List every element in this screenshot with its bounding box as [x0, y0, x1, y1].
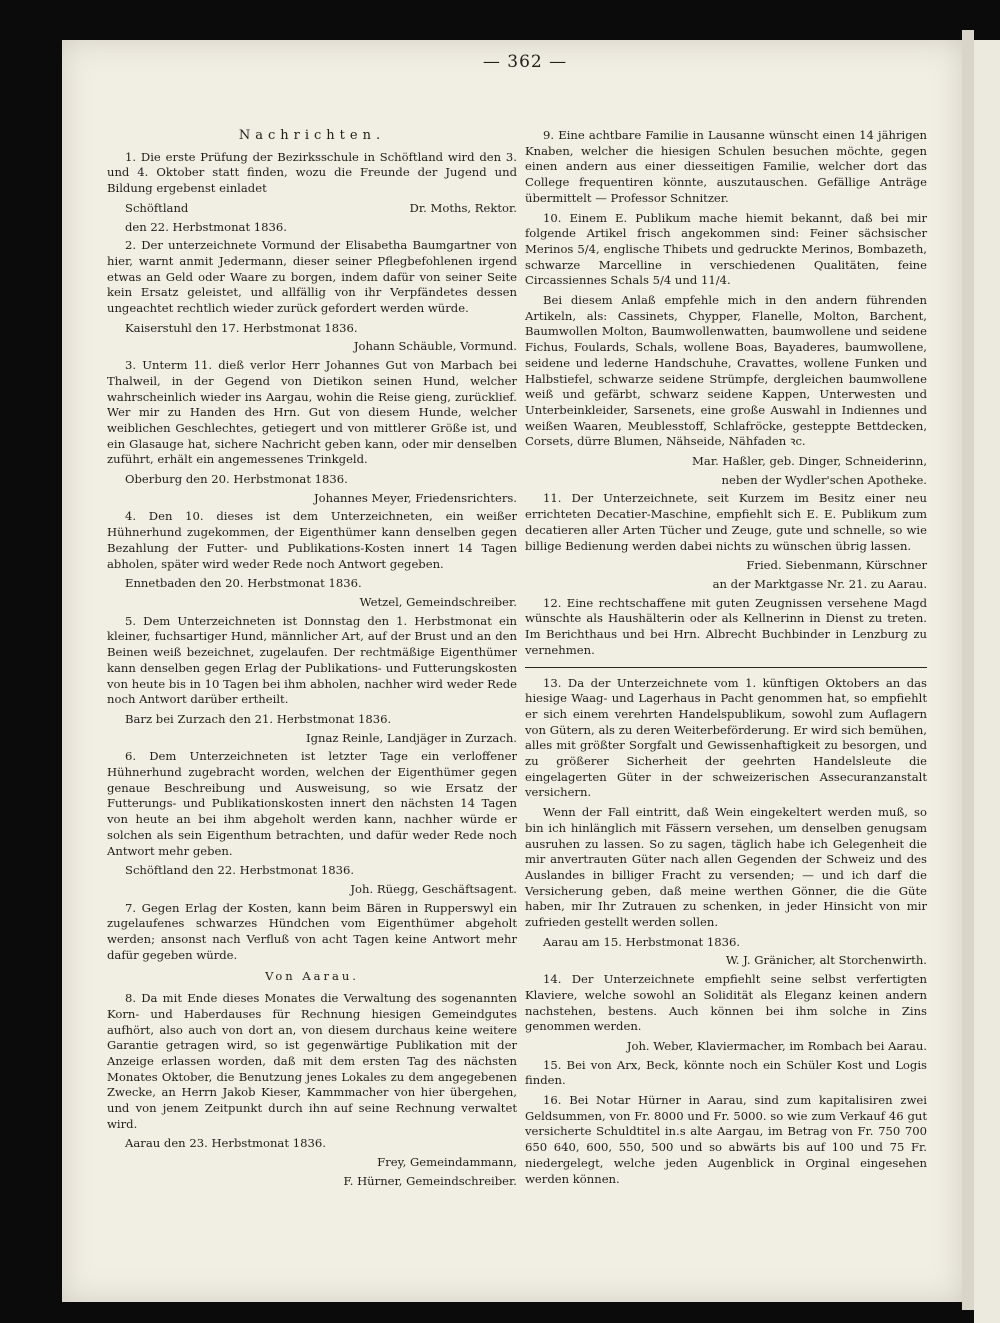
page-number: — 362 —	[482, 52, 568, 72]
notice-14: 14. Der Unterzeichnete empfiehlt seine selbst verfertigten Klaviere, welche sowohl an Solidität als Eleganz keinen andern nachstehen, bestens. Auch können bei ihm solche in Zins genommen werden.	[525, 972, 927, 1034]
notice-6: 6. Dem Unterzeichneten ist letzter Tage ein verloffener Hühnerhund zugebracht worden, welchen der Eigenthümer gegen genaue Beschreibung und Ausweisung, so wie Ersatz der Futterungs- und Publikationskosten innert den nächsten 14 Tagen von heute an bei ihm abgeholt werden kann, nachher würde er solchen als sein Eigenthum betrachten, und dafür weder Rede noch Antwort mehr geben.	[107, 749, 517, 858]
notice-2-date: Kaiserstuhl den 17. Herbstmonat 1836.	[125, 320, 358, 335]
next-page-edge	[974, 40, 1000, 1323]
notice-15: 15. Bei von Arx, Beck, könnte noch ein Schüler Kost und Logis finden.	[525, 1057, 927, 1088]
notice-7: 7. Gegen Erlag der Kosten, kann beim Bären in Rupperswyl ein zugelaufenes schwarzes Hündchen vom Eigenthümer abgeholt werden; ansonst nach Verfluß von acht Tagen keine Antwort mehr dafür gegeben würde.	[107, 900, 517, 962]
notice-3-signature: Johannes Meyer, Friedensrichters.	[314, 490, 517, 505]
notice-5-date: Barz bei Zurzach den 21. Herbstmonat 1836.	[125, 711, 392, 726]
notice-10-continued: Bei diesem Anlaß empfehle mich in den andern führenden Artikeln, als: Cassinets, Chypper, Flanelle, Molton, Barchent, Baumwollen Molton, Baumwollenwatten, baumwollene und seidene Fichus, Foulards, Schals, wollene Boas, Bayaderes, baumwollene, seidene und lederne Handschuhe, Cravattes, wollene Funken und Halbstiefel, schwarze seidene Strümpfe, dergleichen baumwollene weiß und gefärbt, schwarz seidene Kappen, Unterwesten und Unterbeinkleider, Sarsenets, eine große Auswahl in Indiennes und weißen Waaren, Meublesstoff, Schlafröcke, gesteppte Bettdecken, Corsets, dürre Blumen, Nähseide, Nähfaden ꝛc.	[525, 293, 927, 449]
left-column	[107, 128, 517, 1193]
right-column	[525, 128, 927, 1191]
notice-1: 1. Die erste Prüfung der Bezirksschule in Schöftland wird den 3. und 4. Oktober statt finden, wozu die Freunde der Jugend und Bildung ergebenst einladet	[107, 149, 517, 196]
notice-8: 8. Da mit Ende dieses Monates die Verwaltung des sogenannten Korn- und Haberdauses für Rechnung hiesigen Gemeindgutes aufhört, also auch von dort an, von diesem durchaus keine weitere Garantie getragen wird, so ist gegenwärtige Publikation mit der Anzeige erlassen worden, daß mit dem ersten Tag des nächsten Monates Oktober, die Benutzung jenes Lokales zu dem angegebenen Zwecke, an Herrn Jakob Kieser, Kammmacher von hier übergehen, und von jenem Zeitpunkt durch ihn auf seine Rechnung verwaltet wird.	[107, 991, 517, 1131]
notice-13-continued: Wenn der Fall eintritt, daß Wein eingekeltert werden muß, so bin ich hinlänglich mit Fässern versehen, um denselben genugsam ausruhen zu lassen. So zu sagen, täglich habe ich Gelegenheit die mir anvertrauten Güter nach allen Gegenden der Schweiz und des Auslandes in billiger Fracht zu versenden; — und ich darf die Versicherung geben, daß meine werthen Gönner, die die Güte haben, mir Ihr Zutrauen zu schenken, in jeder Hinsicht von mir zufrieden gestellt werden sollen.	[525, 805, 927, 930]
notice-2: 2. Der unterzeichnete Vormund der Elisabetha Baumgartner von hier, warnt anmit Jedermann, dieser seiner Pflegbefohlenen irgend etwas an Geld oder Waare zu borgen, indem dafür von seiner Seite kein Ersatz geleistet, und allfällig von ihr Verpfändetes dessen ungeachtet rechtlich wieder zurück gefordert werden würde.	[107, 238, 517, 316]
notice-16: 16. Bei Notar Hürner in Aarau, sind zum kapitalisiren zwei Geldsummen, von Fr. 8000 und Fr. 5000. so wie zum Verkauf 46 gut versicherte Schuldtitel in.s alte Aargau, im Betrag von Fr. 750 700 650 640, 600, 550, 500 und so abwärts bis auf 100 und 75 Fr. niedergelegt, welche jeden Augenblick in Orginal eingesehen werden können.	[525, 1093, 927, 1186]
notice-10-signature-2: neben der Wydler'schen Apotheke.	[721, 472, 927, 487]
notice-1-date: den 22. Herbstmonat 1836.	[125, 219, 287, 234]
notice-4: 4. Den 10. dieses ist dem Unterzeichneten, ein weißer Hühnerhund zugekommen, der Eigenthümer kann denselben gegen Bezahlung der Futter- und Publikations-Kosten innert 14 Tagen abholen, später wird weder Rede noch Antwort gegeben.	[107, 509, 517, 571]
notice-14-signature: Joh. Weber, Klaviermacher, im Rombach bei Aarau.	[626, 1038, 927, 1053]
section-title: Nachrichten.	[238, 128, 386, 143]
notice-10: 10. Einem E. Publikum mache hiemit bekannt, daß bei mir folgende Artikel frisch angekommen sind: Feiner sächsischer Merinos 5/4, englische Thibets und gedruckte Merinos, Bombazeth, schwarze Marcelline in verschiedenen Qualitäten, feine Circassiennes Schals 5/4 und 11/4.	[525, 210, 927, 288]
notice-13-signature: W. J. Gränicher, alt Storchenwirth.	[725, 953, 927, 968]
notice-12: 12. Eine rechtschaffene mit guten Zeugnissen versehene Magd wünschte als Haushälterin oder als Kellnerinn in Dienst zu treten. Im Berichthaus und bei Hrn. Albrecht Buchbinder in Lenzburg zu vernehmen.	[525, 595, 927, 657]
notice-5-signature: Ignaz Reinle, Landjäger in Zurzach.	[306, 730, 517, 745]
notice-13: 13. Da der Unterzeichnete vom 1. künftigen Oktobers an das hiesige Waag- und Lagerhaus in Pacht genommen hat, so empfiehlt er sich einem verehrten Handelspublikum, sowohl zum Auflagern von Gütern, als zu deren Weiterbeförderung. Er wird sich bemühen, alles mit größter Sorgfalt und Gewissenhaftigkeit zu besorgen, und zu größerer Sicherheit der geehrten Handelsleute die eingelagerten Güter in der schweizerischen Assecuranzanstalt versichern.	[525, 675, 927, 800]
notice-11-signature-2: an der Marktgasse Nr. 21. zu Aarau.	[712, 576, 927, 591]
notice-6-signature: Joh. Rüegg, Geschäftsagent.	[350, 881, 517, 896]
notice-8-date: Aarau den 23. Herbstmonat 1836.	[125, 1136, 326, 1151]
notice-8-signature-2: F. Hürner, Gemeindschreiber.	[343, 1173, 517, 1188]
notice-4-date: Ennetbaden den 20. Herbstmonat 1836.	[125, 576, 362, 591]
notice-5: 5. Dem Unterzeichneten ist Donnstag den 1. Herbstmonat ein kleiner, fuchsartiger Hund, männlicher Art, auf der Brust und an den Beinen weiß bezeichnet, zugelaufen. Der rechtmäßige Eigenthümer kann denselben gegen Erlag der Publikations- und Futterungskosten von heute bis in 10 Tagen bei ihm abholen, nachher wird weder Rede noch Antwort darüber ertheilt.	[107, 613, 517, 707]
notice-1-signature: Dr. Moths, Rektor.	[409, 200, 517, 215]
subsection-title: Von Aarau.	[265, 969, 359, 984]
notice-8-signature-1: Frey, Gemeindammann,	[377, 1155, 517, 1170]
notice-4-signature: Wetzel, Gemeindschreiber.	[359, 594, 517, 609]
notice-3-date: Oberburg den 20. Herbstmonat 1836.	[125, 472, 348, 487]
notice-9: 9. Eine achtbare Familie in Lausanne wünscht einen 14 jährigen Knaben, welcher die hiesigen Schulen besuchen möchte, gegen einen andern aus einer diesseitigen Familie, welcher dort das College frequentiren könnte, auszutauschen. Gefällige Anträge übermittelt — Professor Schnitzer.	[525, 128, 927, 205]
notice-1-place: Schöftland	[125, 200, 189, 215]
notice-1-signature-row	[107, 201, 517, 220]
divider-rule	[525, 667, 927, 668]
notice-10-signature-1: Mar. Haßler, geb. Dinger, Schneiderinn,	[692, 454, 927, 469]
notice-13-date: Aarau am 15. Herbstmonat 1836.	[543, 934, 741, 949]
notice-11: 11. Der Unterzeichnete, seit Kurzem im Besitz einer neu errichteten Decatier-Maschine, empfiehlt sich E. E. Publikum zum decatieren aller Arten Tücher und Zeuge, gute und schnelle, so wie billige Bedienung werden dabei nichts zu wünschen übrig lassen.	[525, 491, 927, 553]
notice-11-signature-1: Fried. Siebenmann, Kürschner	[746, 558, 927, 573]
notice-2-signature: Johann Schäuble, Vormund.	[353, 339, 517, 354]
page-edge	[962, 30, 974, 1310]
notice-6-date: Schöftland den 22. Herbstmonat 1836.	[125, 863, 355, 878]
notice-3: 3. Unterm 11. dieß verlor Herr Johannes Gut von Marbach bei Thalweil, in der Gegend von Dietikon seinen Hund, welcher wahrscheinlich wieder ins Aargau, wohin die Reise gieng, zurücklief. Wer mir zu Handen des Hrn. Gut von diesem Hunde, welcher weiblichen Geschlechtes, getiegert und von mittlerer Größe ist, und ein Glasauge hat, sichere Nachricht geben kann, oder mir denselben zuführt, erhält ein angemessenes Trinkgeld.	[107, 358, 517, 467]
